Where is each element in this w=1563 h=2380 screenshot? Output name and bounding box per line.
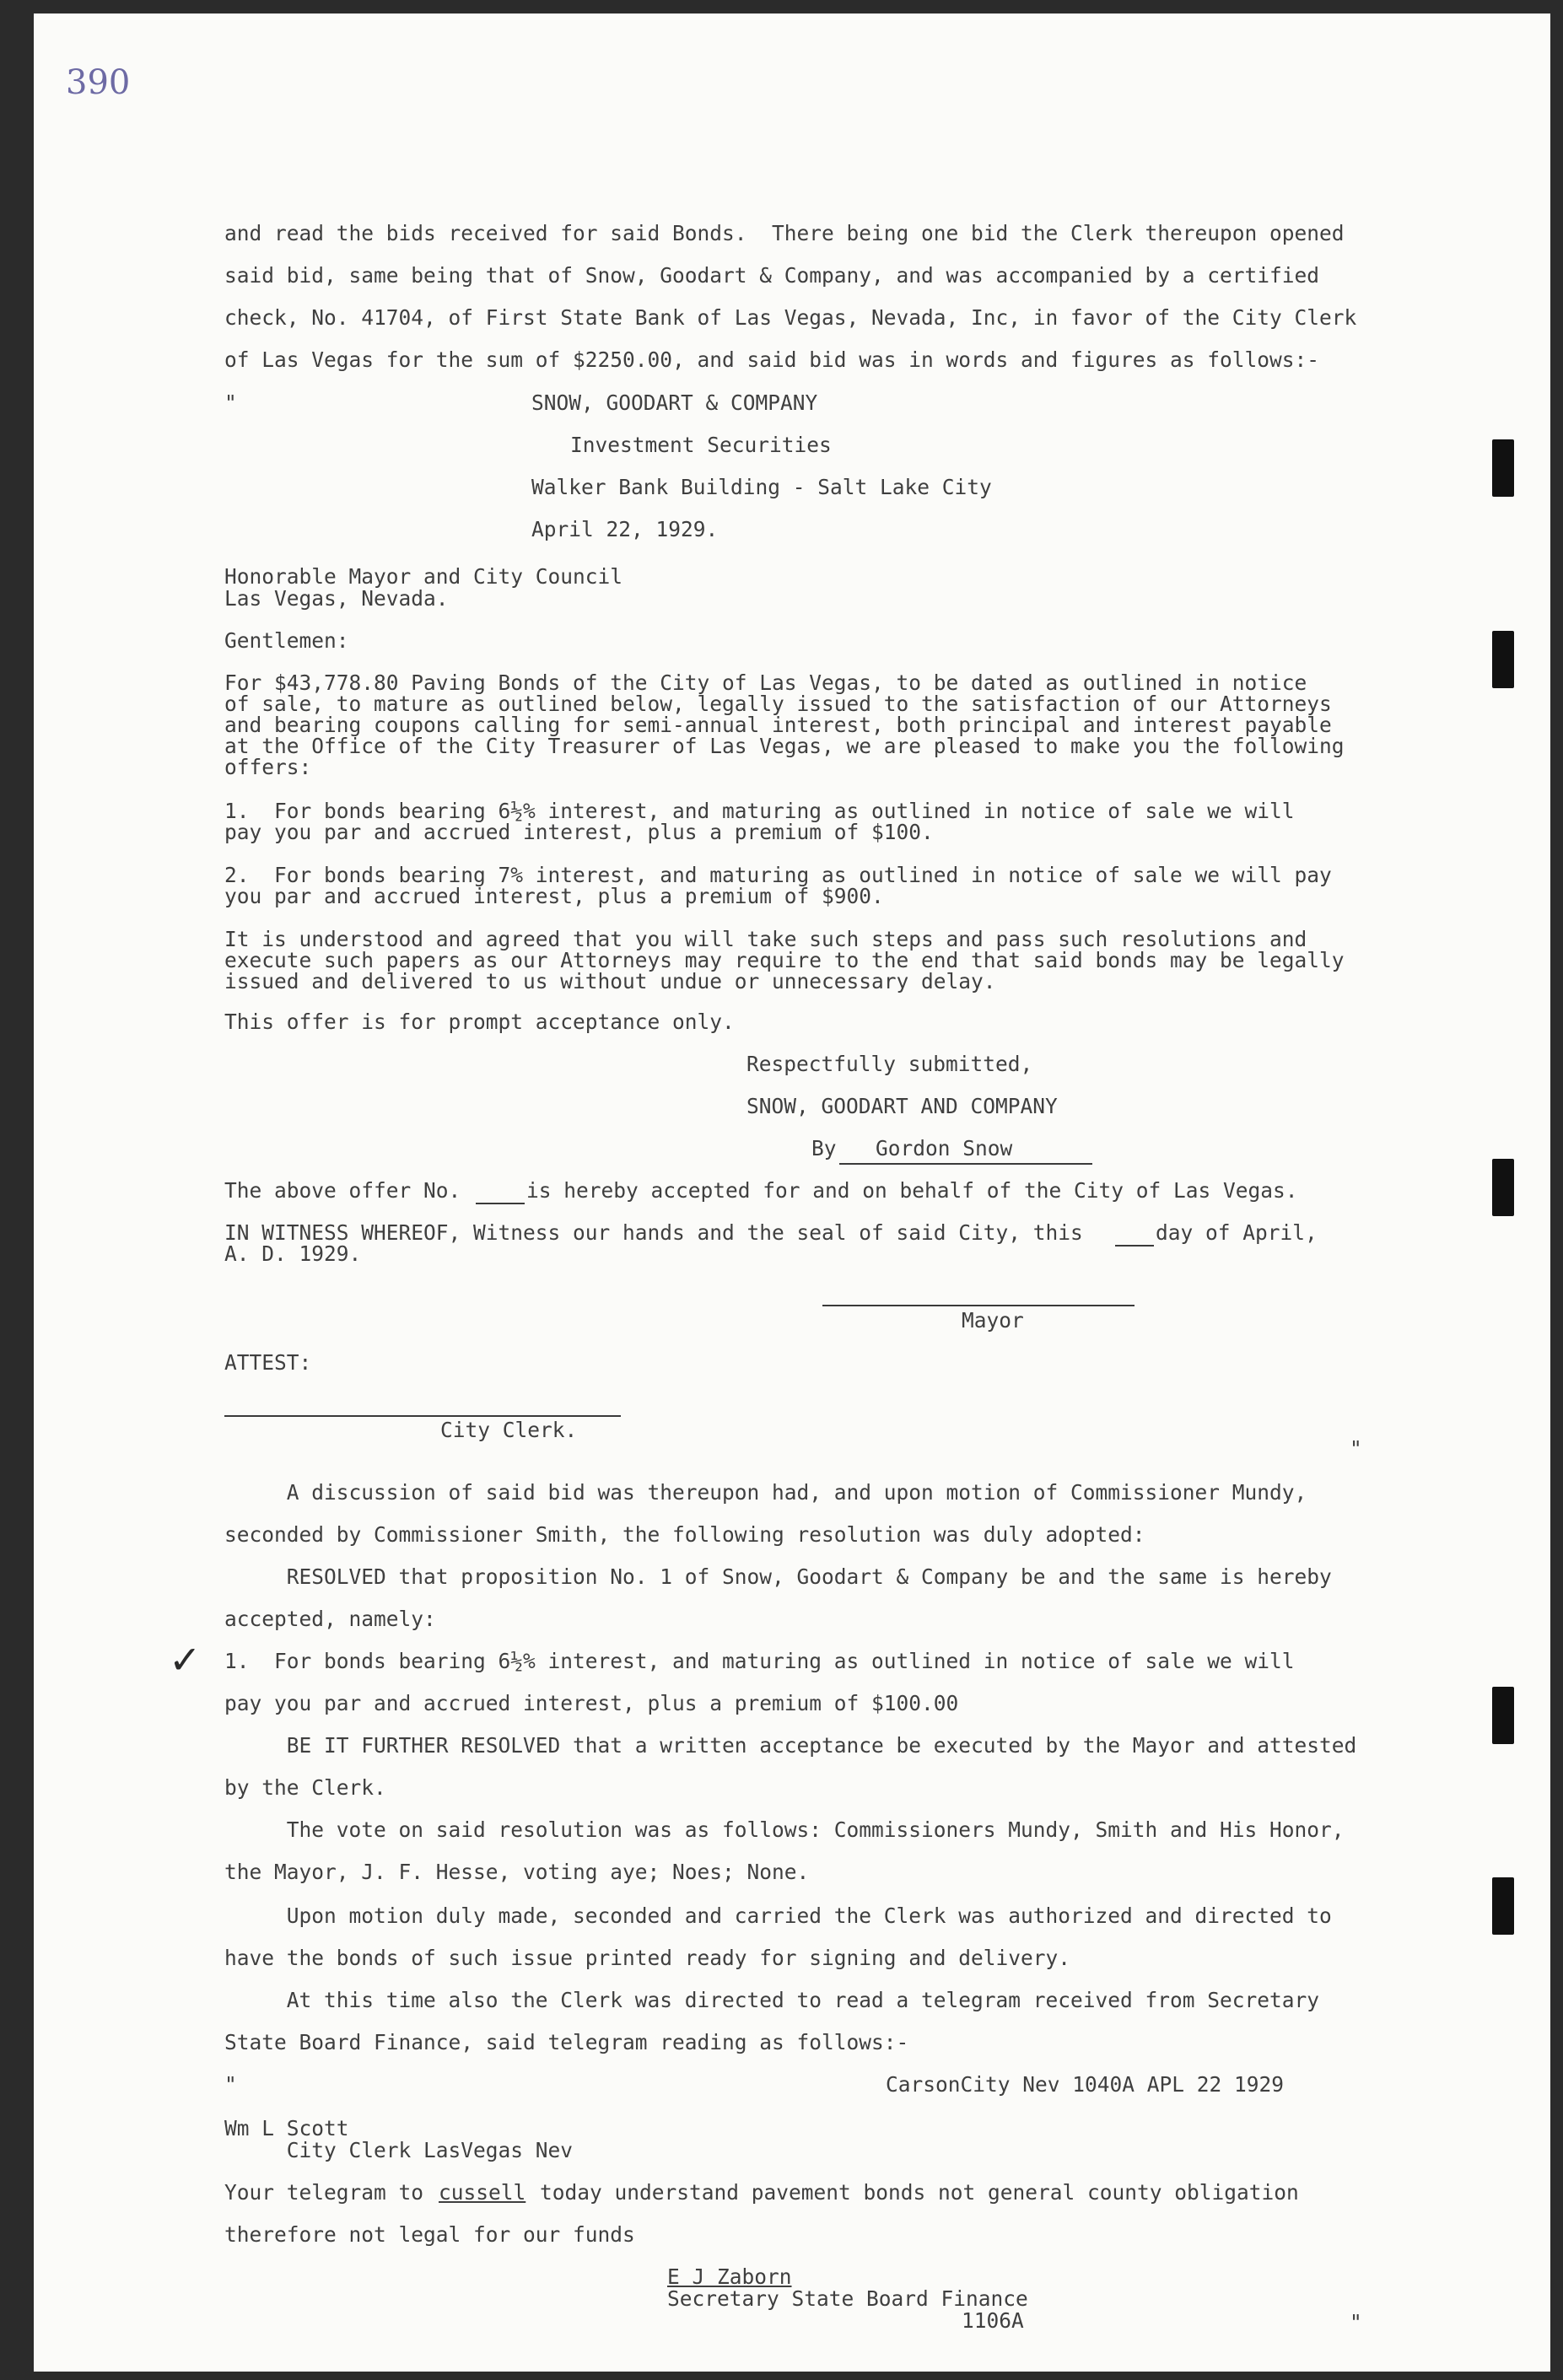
body-line: of Las Vegas for the sum of $2250.00, and said bid was in words and figures as follows:- [224, 347, 1320, 372]
witness-text: IN WITNESS WHEREOF, Witness our hands and the seal of said City, this [224, 1220, 1083, 1245]
check-mark: ✓ [169, 1637, 202, 1683]
open-quote: " [224, 390, 237, 415]
addressee: Las Vegas, Nevada. [224, 586, 449, 611]
signatory-name: Gordon Snow [876, 1136, 1013, 1160]
clerk-signature-line [224, 1415, 621, 1417]
body-line: issued and delivered to us without undue or unnecessary delay. [224, 969, 996, 993]
telegram-body: today understand pavement bonds not general county obligation [540, 2180, 1299, 2205]
body-line: BE IT FURTHER RESOLVED that a written acceptance be executed by the Mayor and attested [224, 1733, 1357, 1758]
body-line: RESOLVED that proposition No. 1 of Snow, Goodart & Company be and the same is hereby [224, 1564, 1332, 1589]
document-page [34, 13, 1550, 2372]
acceptance-text: The above offer No. [224, 1178, 461, 1203]
body-line: For $43,778.80 Paving Bonds of the City of Las Vegas, to be dated as outlined in notice [224, 670, 1307, 695]
body-line: of sale, to mature as outlined below, legally issued to the satisfaction of our Attorneys [224, 692, 1332, 716]
signature-line [839, 1163, 1092, 1165]
body-line: Upon motion duly made, seconded and carried the Clerk was authorized and directed to [224, 1903, 1332, 1928]
telegram-addressee: cussell [439, 2180, 526, 2205]
closing: Respectfully submitted, [746, 1052, 1033, 1076]
by-label: By [811, 1136, 837, 1160]
mayor-signature-line [822, 1305, 1135, 1306]
index-tab [1492, 1159, 1514, 1216]
body-line: at the Office of the City Treasurer of Las Vegas, we are pleased to make you the following [224, 734, 1345, 758]
offer-item: pay you par and accrued interest, plus a premium of $100. [224, 820, 934, 844]
letterhead-business: Investment Securities [570, 433, 832, 457]
telegram-quote: " [224, 2072, 237, 2097]
index-tab [1492, 1687, 1514, 1744]
body-line: the Mayor, J. F. Hesse, voting aye; Noes; None. [224, 1860, 810, 1884]
resolution-item: pay you par and accrued interest, plus a premium of $100.00 [224, 1691, 959, 1715]
witness-text: A. D. 1929. [224, 1241, 362, 1266]
page-number: 390 [66, 63, 131, 102]
addressee: Honorable Mayor and City Council [224, 564, 623, 589]
body-line: seconded by Commissioner Smith, the following resolution was duly adopted: [224, 1522, 1145, 1547]
telegram-body: Your telegram to [224, 2180, 424, 2205]
body-line: offers: [224, 755, 312, 779]
witness-text: day of April, [1156, 1220, 1318, 1245]
telegram-signer-title: Secretary State Board Finance [667, 2286, 1028, 2311]
blank-line [1115, 1245, 1154, 1247]
body-line: It is understood and agreed that you will take such steps and pass such resolutions and [224, 927, 1307, 951]
telegram-body: therefore not legal for our funds [224, 2222, 635, 2247]
letterhead-firm: SNOW, GOODART & COMPANY [531, 390, 818, 415]
body-line: said bid, same being that of Snow, Goodart & Company, and was accompanied by a certified [224, 263, 1320, 288]
body-line: State Board Finance, said telegram reading as follows:- [224, 2030, 909, 2054]
telegram-time: 1106A [962, 2308, 1024, 2333]
body-line: At this time also the Clerk was directed to read a telegram received from Secretary [224, 1988, 1320, 2012]
body-line: The vote on said resolution was as follows: Commissioners Mundy, Smith and His Honor, [224, 1817, 1345, 1842]
body-line: and bearing coupons calling for semi-annual interest, both principal and interest payable [224, 713, 1332, 737]
offer-item: 2. For bonds bearing 7% interest, and maturing as outlined in notice of sale we will pay [224, 863, 1332, 887]
body-line: execute such papers as our Attorneys may require to the end that said bonds may be legally [224, 948, 1345, 972]
body-line: by the Clerk. [224, 1775, 386, 1800]
telegram-recipient: Wm L Scott [224, 2116, 349, 2140]
offer-item: you par and accrued interest, plus a premium of $900. [224, 884, 884, 908]
letter-date: April 22, 1929. [531, 517, 719, 541]
body-line: check, No. 41704, of First State Bank of Las Vegas, Nevada, Inc, in favor of the City Clerk [224, 305, 1357, 330]
salutation: Gentlemen: [224, 628, 349, 653]
body-line: This offer is for prompt acceptance only. [224, 1010, 735, 1034]
attest-label: ATTEST: [224, 1350, 312, 1375]
clerk-label: City Clerk. [440, 1418, 578, 1442]
index-tab [1492, 1877, 1514, 1935]
offer-item: 1. For bonds bearing 6½% interest, and maturing as outlined in notice of sale we will [224, 799, 1295, 823]
body-line: have the bonds of such issue printed ready for signing and delivery. [224, 1946, 1071, 1970]
telegram-recipient: City Clerk LasVegas Nev [224, 2138, 574, 2162]
body-line: and read the bids received for said Bonds. There being one bid the Clerk thereupon opened [224, 221, 1345, 245]
body-line: A discussion of said bid was thereupon had, and upon motion of Commissioner Mundy, [224, 1480, 1307, 1505]
index-tab [1492, 631, 1514, 688]
resolution-item: 1. For bonds bearing 6½% interest, and maturing as outlined in notice of sale we will [224, 1649, 1295, 1673]
acceptance-text: is hereby accepted for and on behalf of the City of Las Vegas. [526, 1178, 1298, 1203]
letterhead-address: Walker Bank Building - Salt Lake City [531, 475, 992, 499]
body-line: accepted, namely: [224, 1607, 436, 1631]
mayor-label: Mayor [962, 1308, 1024, 1333]
end-quote: " [1350, 2310, 1362, 2334]
close-quote: " [1350, 1436, 1362, 1461]
telegram-signer: E J Zaborn [667, 2264, 792, 2289]
telegram-header: CarsonCity Nev 1040A APL 22 1929 [886, 2072, 1285, 2097]
index-tab [1492, 439, 1514, 497]
blank-line [476, 1203, 525, 1204]
closing-firm: SNOW, GOODART AND COMPANY [746, 1094, 1058, 1118]
